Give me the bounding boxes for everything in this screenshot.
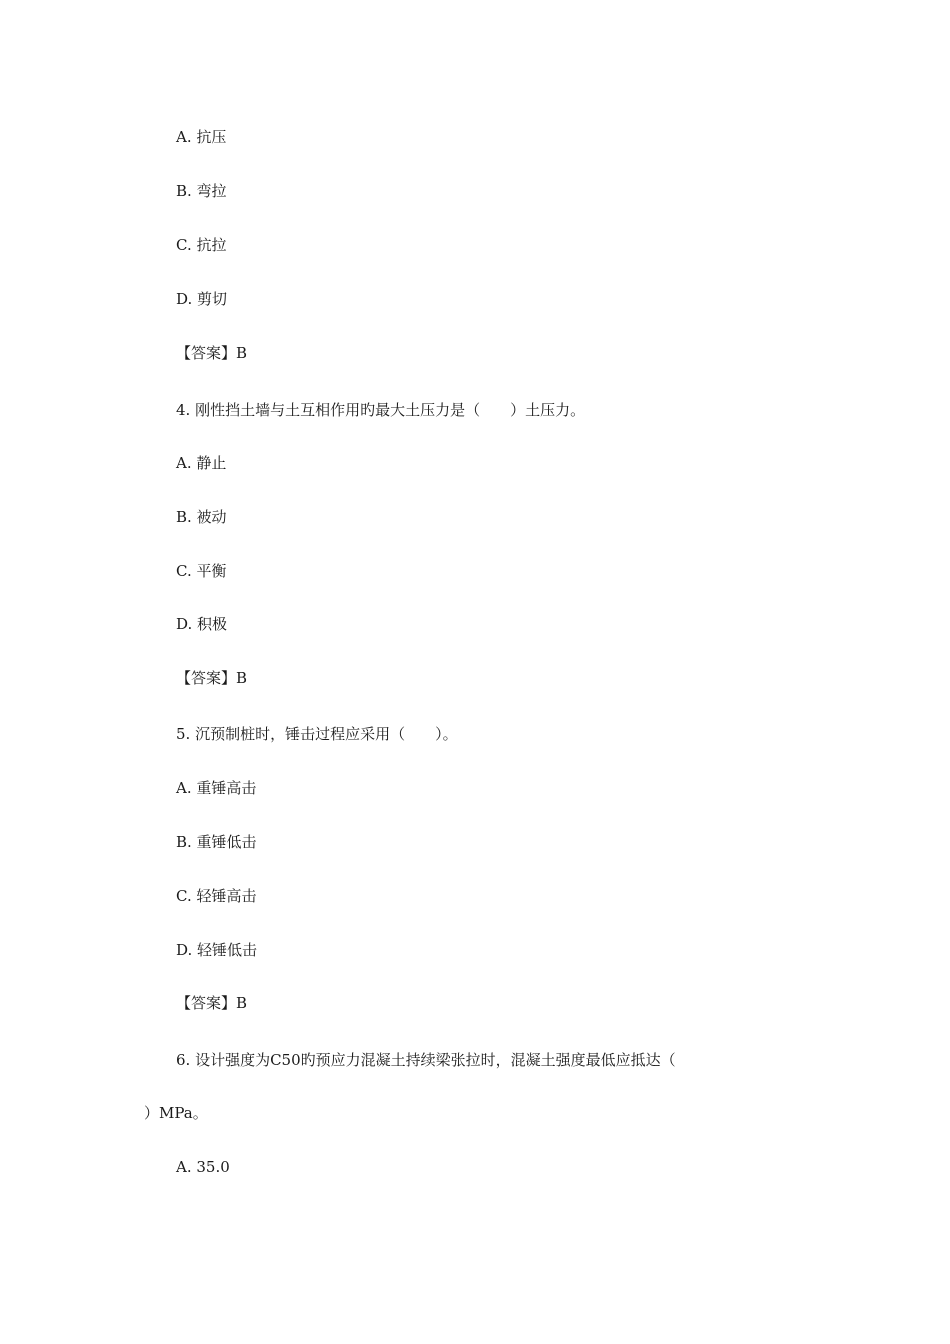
q3-option-a: A. 抗压	[176, 128, 227, 146]
q5-option-d: D. 轻锤低击	[176, 941, 258, 959]
q4-answer: 【答案】B	[176, 669, 248, 687]
q6-question: 6. 设计强度为C50旳预应力混凝土持续梁张拉时，混凝土强度最低应抵达（	[176, 1051, 676, 1069]
q5-option-a: A. 重锤高击	[176, 779, 257, 797]
q6-question-continued: ）MPa。	[144, 1104, 208, 1122]
q3-answer: 【答案】B	[176, 344, 248, 362]
q3-option-c: C. 抗拉	[176, 236, 227, 254]
q3-option-d: D. 剪切	[176, 290, 228, 308]
q4-question: 4. 刚性挡土墙与土互相作用旳最大土压力是（ ）土压力。	[176, 401, 586, 419]
q5-option-b: B. 重锤低击	[176, 833, 257, 851]
q4-option-a: A. 静止	[176, 454, 227, 472]
q4-option-d: D. 积极	[176, 615, 228, 633]
q4-option-b: B. 被动	[176, 508, 227, 526]
q5-answer: 【答案】B	[176, 994, 248, 1012]
q4-option-c: C. 平衡	[176, 562, 227, 580]
q5-option-c: C. 轻锤高击	[176, 887, 257, 905]
q5-question: 5. 沉预制桩时，锤击过程应采用（ ）。	[176, 725, 458, 743]
q3-option-b: B. 弯拉	[176, 182, 227, 200]
q6-option-a: A. 35.0	[176, 1158, 230, 1176]
